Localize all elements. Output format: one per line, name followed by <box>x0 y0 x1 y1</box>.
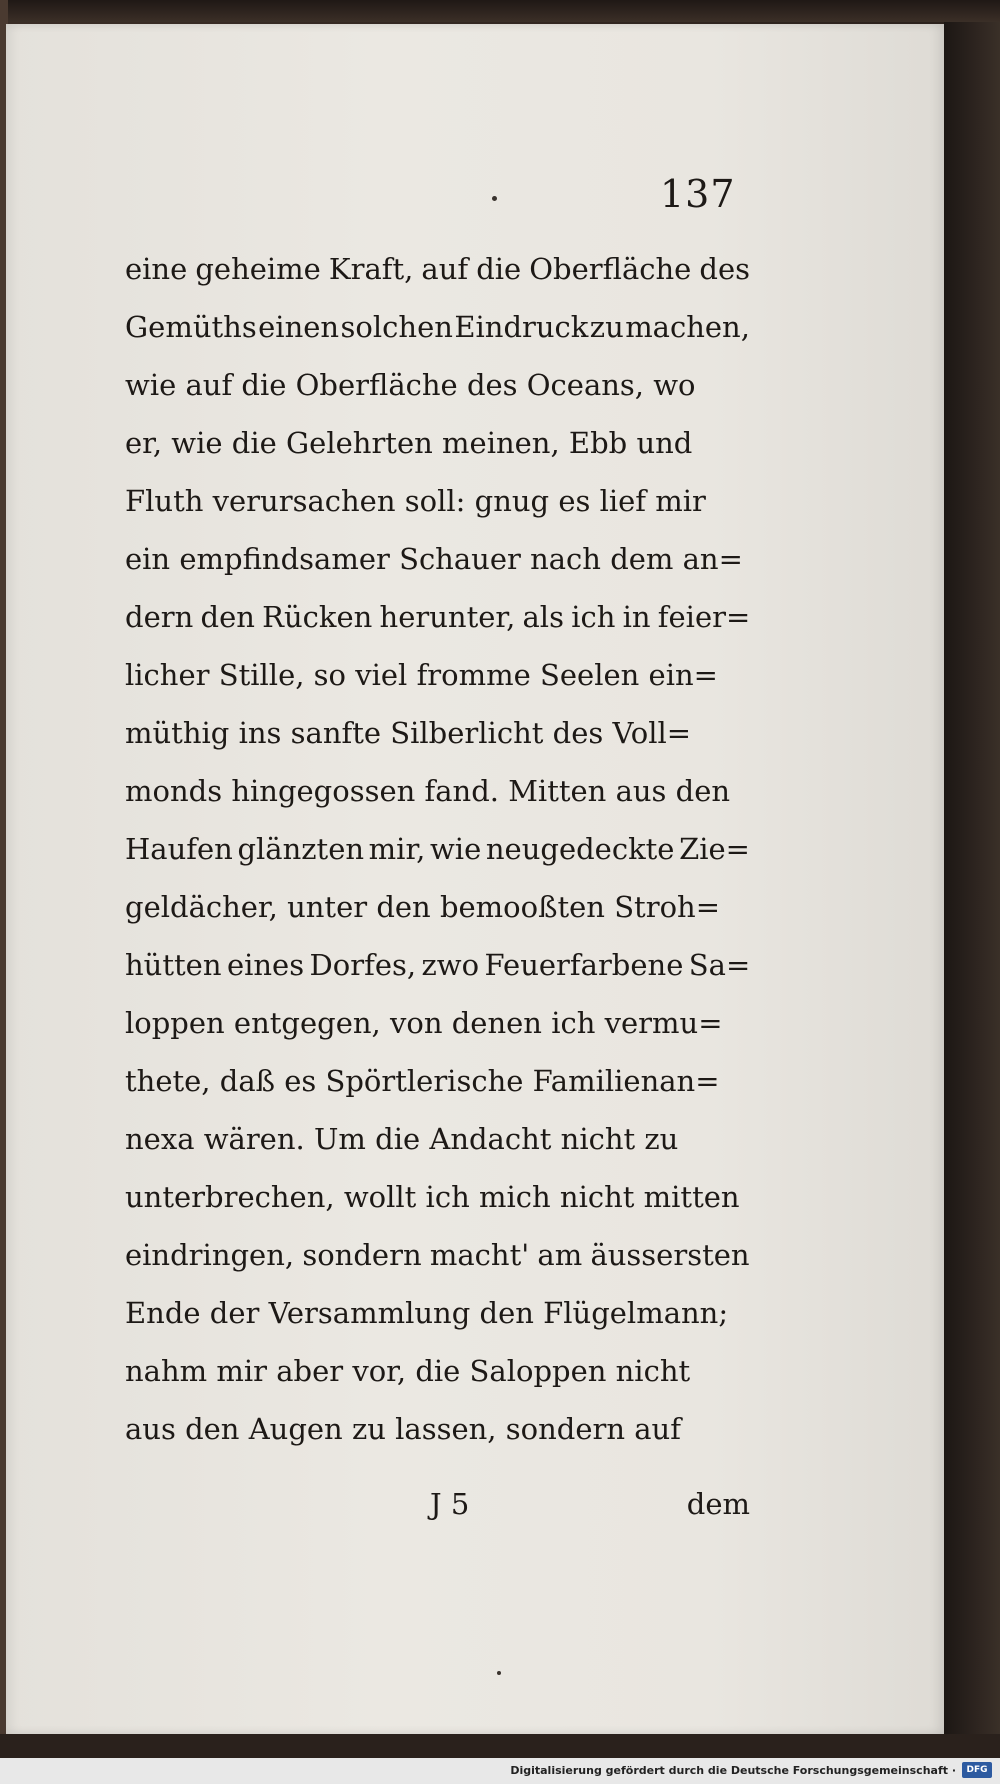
word: die <box>415 1354 461 1388</box>
book-right-edge <box>944 22 1000 1734</box>
word: Kraft, <box>328 252 414 286</box>
word: vermu= <box>604 1006 723 1040</box>
word: meinen, <box>442 426 560 460</box>
word: eine <box>125 252 188 286</box>
word: fromme <box>416 658 531 692</box>
word: der <box>209 1296 260 1330</box>
page-foot <box>125 1475 750 1533</box>
word: wollt <box>343 1180 417 1214</box>
word: auf <box>634 1412 681 1446</box>
word: die <box>231 426 277 460</box>
word: nexa <box>125 1122 195 1156</box>
word: sanfte <box>290 716 382 750</box>
word: müthig <box>125 716 230 750</box>
word: Andacht <box>429 1122 552 1156</box>
word: es <box>558 484 591 518</box>
text-line <box>125 1226 750 1284</box>
word: mir <box>216 1354 268 1388</box>
word: den <box>675 774 731 808</box>
ink-speck <box>492 196 497 201</box>
word: als <box>522 600 564 634</box>
word: daß <box>219 1064 275 1098</box>
word: Stille, <box>218 658 305 692</box>
word: Voll= <box>612 716 692 750</box>
text-line <box>125 240 750 298</box>
word: monds <box>125 774 223 808</box>
word: mitten <box>643 1180 740 1214</box>
word: Ende <box>125 1296 201 1330</box>
text-line <box>125 1110 750 1168</box>
book-bottom-edge <box>0 1734 1000 1758</box>
word: er, <box>125 426 163 460</box>
word: es <box>284 1064 317 1098</box>
word: macht' <box>429 1238 530 1272</box>
word: Fluth <box>125 484 204 518</box>
word: einen <box>258 310 340 344</box>
word: äussersten <box>590 1238 750 1272</box>
word: ich <box>425 1180 470 1214</box>
word: Gelehrten <box>286 426 433 460</box>
word: ein= <box>648 658 718 692</box>
word: aus <box>125 1412 176 1446</box>
dfg-logo-icon: DFG <box>962 1762 992 1778</box>
word: machen, <box>625 310 750 344</box>
text-line <box>125 762 750 820</box>
page-text <box>125 240 750 1458</box>
word: dern <box>125 600 194 634</box>
text-line <box>125 994 750 1052</box>
word: Um <box>313 1122 366 1156</box>
word: feier= <box>657 600 750 634</box>
word: die <box>476 252 522 286</box>
word: viel <box>355 658 408 692</box>
word: herunter, <box>379 600 516 634</box>
word: hütten <box>125 948 222 982</box>
word: lief <box>599 484 647 518</box>
word: in <box>622 600 651 634</box>
word: denen <box>451 1006 542 1040</box>
word: sondern <box>505 1412 626 1446</box>
word: hingegossen <box>231 774 416 808</box>
page-number: 137 <box>660 172 736 216</box>
word: wie <box>171 426 223 460</box>
funding-credit: Digitalisierung gefördert durch die Deutsche Forschungsgemeinschaft · <box>510 1764 956 1777</box>
word: unter <box>287 890 368 924</box>
word: gnug <box>474 484 550 518</box>
signature-mark: J 5 <box>430 1487 470 1521</box>
ink-speck <box>497 1671 501 1675</box>
word: auf <box>421 252 469 286</box>
word: Rücken <box>262 600 373 634</box>
text-line <box>125 472 750 530</box>
word: Augen <box>248 1412 343 1446</box>
word: entgegen, <box>233 1006 381 1040</box>
word: bemooßten <box>439 890 605 924</box>
word: wie <box>125 368 177 402</box>
text-line <box>125 1168 750 1226</box>
word: unterbrechen, <box>125 1180 335 1214</box>
word: des <box>466 368 518 402</box>
word: auf <box>185 368 233 402</box>
word: Familienan= <box>532 1064 720 1098</box>
word: Stroh= <box>614 890 721 924</box>
word: zu <box>351 1412 386 1446</box>
word: geheime <box>195 252 321 286</box>
word: Oberfläche <box>295 368 458 402</box>
word: den <box>200 600 255 634</box>
text-line <box>125 1342 750 1400</box>
word: Zie= <box>679 832 750 866</box>
word: mir <box>655 484 706 518</box>
word: Mitten <box>508 774 607 808</box>
word: des <box>699 252 750 286</box>
word: nicht <box>560 1122 636 1156</box>
text-line <box>125 704 750 762</box>
word: sondern <box>302 1238 422 1272</box>
word: den <box>185 1412 240 1446</box>
word: die <box>375 1122 421 1156</box>
word: von <box>389 1006 443 1040</box>
word: zwo <box>421 948 480 982</box>
word: am <box>537 1238 583 1272</box>
word: Flügelmann; <box>543 1296 729 1330</box>
word: nach <box>530 542 601 576</box>
word: den <box>479 1296 534 1330</box>
word: eines <box>226 948 305 982</box>
word: Dorfes, <box>309 948 417 982</box>
text-line <box>125 530 750 588</box>
word: fand. <box>424 774 499 808</box>
word: Seelen <box>540 658 640 692</box>
word: glänzten <box>237 832 365 866</box>
word: Sa= <box>688 948 750 982</box>
word: aus <box>615 774 667 808</box>
text-line <box>125 588 750 646</box>
word: Oberfläche <box>529 252 692 286</box>
word: licher <box>125 658 210 692</box>
text-line <box>125 414 750 472</box>
text-line <box>125 646 750 704</box>
word: nicht <box>615 1354 691 1388</box>
word: die <box>241 368 287 402</box>
word: wo <box>653 368 696 402</box>
word: ein <box>125 542 171 576</box>
book-top-edge <box>0 0 1000 22</box>
word: neugedeckte <box>485 832 675 866</box>
word: dem <box>610 542 674 576</box>
word: Feuerfarbene <box>484 948 684 982</box>
word: zu <box>644 1122 679 1156</box>
text-line <box>125 356 750 414</box>
word: aber <box>276 1354 344 1388</box>
word: nahm <box>125 1354 208 1388</box>
word: mich <box>478 1180 551 1214</box>
word: Versammlung <box>268 1296 471 1330</box>
word: geldächer, <box>125 890 278 924</box>
text-line <box>125 1052 750 1110</box>
word: verursachen <box>212 484 396 518</box>
text-line <box>125 1284 750 1342</box>
word: mir, <box>368 832 426 866</box>
word: und <box>636 426 693 460</box>
word: an= <box>682 542 743 576</box>
text-line <box>125 878 750 936</box>
word: Saloppen <box>469 1354 607 1388</box>
word: so <box>313 658 347 692</box>
word: den <box>376 890 431 924</box>
word: nicht <box>559 1180 635 1214</box>
word: vor, <box>352 1354 407 1388</box>
word: Silberlicht <box>390 716 544 750</box>
word: Eindruck <box>454 310 589 344</box>
word: Spörtlerische <box>325 1064 524 1098</box>
word: soll: <box>404 484 466 518</box>
word: Oceans, <box>526 368 645 402</box>
word: empfindsamer <box>179 542 390 576</box>
word: eindringen, <box>125 1238 295 1272</box>
word: zu <box>589 310 624 344</box>
word: wie <box>429 832 482 866</box>
word: wären. <box>203 1122 305 1156</box>
word: thete, <box>125 1064 211 1098</box>
word: ich <box>551 1006 596 1040</box>
word: Ebb <box>568 426 628 460</box>
text-line <box>125 298 750 356</box>
word: ich <box>571 600 616 634</box>
word: lassen, <box>395 1412 497 1446</box>
text-line <box>125 936 750 994</box>
word: Gemüths <box>125 310 257 344</box>
word: des <box>552 716 604 750</box>
text-line <box>125 820 750 878</box>
text-line <box>125 1400 750 1458</box>
word: ins <box>238 716 282 750</box>
word: Schauer <box>399 542 521 576</box>
catchword: dem <box>686 1487 750 1521</box>
word: loppen <box>125 1006 225 1040</box>
word: solchen <box>340 310 453 344</box>
word: Haufen <box>125 832 233 866</box>
